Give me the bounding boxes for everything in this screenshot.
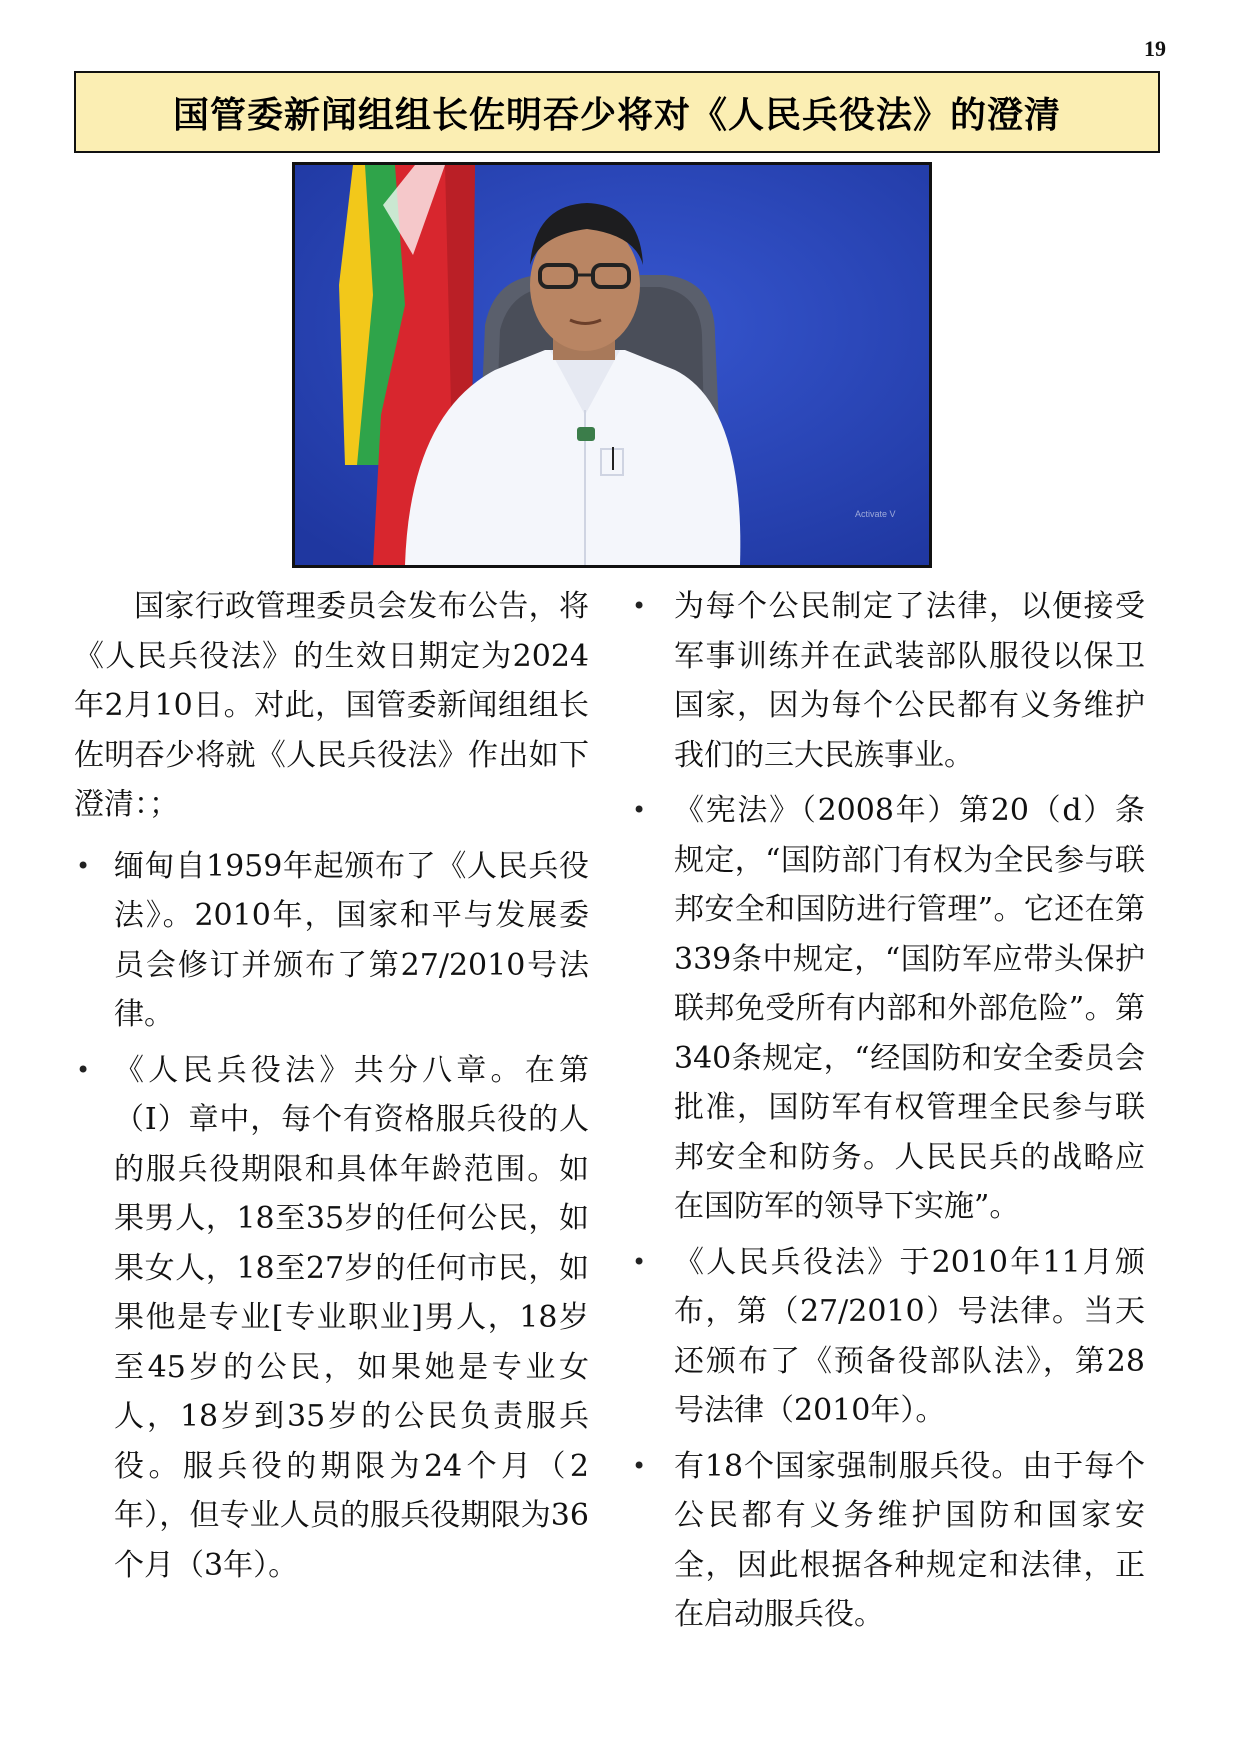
list-item: • 为每个公民制定了法律，以便接受军事训练并在武装部队服役以保卫国家，因为每个公民都有义务维护我们的三大民族事业。 <box>630 582 1145 780</box>
list-item: • 《人民兵役法》于2010年11月颁布，第（27/2010）号法律。当天还颁布了《预备役部队法》，第28号法律（2010年）。 <box>630 1238 1145 1436</box>
speaker-photo <box>292 162 932 568</box>
page-number: 19 <box>1144 36 1166 61</box>
page-title: 国管委新闻组组长佐明吞少将对《人民兵役法》的澄清 <box>172 94 1061 136</box>
right-column <box>630 582 1145 1646</box>
list-item: • 缅甸自1959年起颁布了《人民兵役法》。2010年，国家和平与发展委员会修订并颁布了第27/2010号法律。 <box>74 842 589 1040</box>
watermark-text: Activate V <box>855 509 896 519</box>
list-item: • 有18个国家强制服兵役。由于每个公民都有义务维护国防和国家安全，因此根据各种规定和法律，正在启动服兵役。 <box>630 1442 1145 1640</box>
left-column <box>74 582 589 1596</box>
list-item: • 《宪法》（2008年）第20（d）条规定，“国防部门有权为全民参与联邦安全和国防进行管理”。它还在第339条中规定，“国防军应带头保护联邦免受所有内部和外部危险”。第340条规定，“经国防和安全委员会批准，国防军有权管理全民参与联邦安全和防务。人民民兵的战略应在国防军的领导下实施”。 <box>630 786 1145 1232</box>
list-item: • 《人民兵役法》共分八章。在第（I）章中，每个有资格服兵役的人的服兵役期限和具体年龄范围。如果男人，18至35岁的任何公民，如果女人，18至27岁的任何市民，如果他是专业[专业职业]男人，18岁至45岁的公民，如果她是专业女人，18岁到35岁的公民负责服兵役。服兵役的期限为24个月（2年），但专业人员的服兵役期限为36个月（3年）。 <box>74 1046 589 1591</box>
left-bullet-list <box>74 842 589 1591</box>
right-bullet-list <box>630 582 1145 1640</box>
intro-paragraph: 国家行政管理委员会发布公告，将《人民兵役法》的生效日期定为2024年2月10日。对此，国管委新闻组组长佐明吞少将就《人民兵役法》作出如下澄清：； <box>74 589 589 822</box>
speaker-photo-illustration <box>295 165 929 565</box>
title-banner <box>74 71 1160 153</box>
